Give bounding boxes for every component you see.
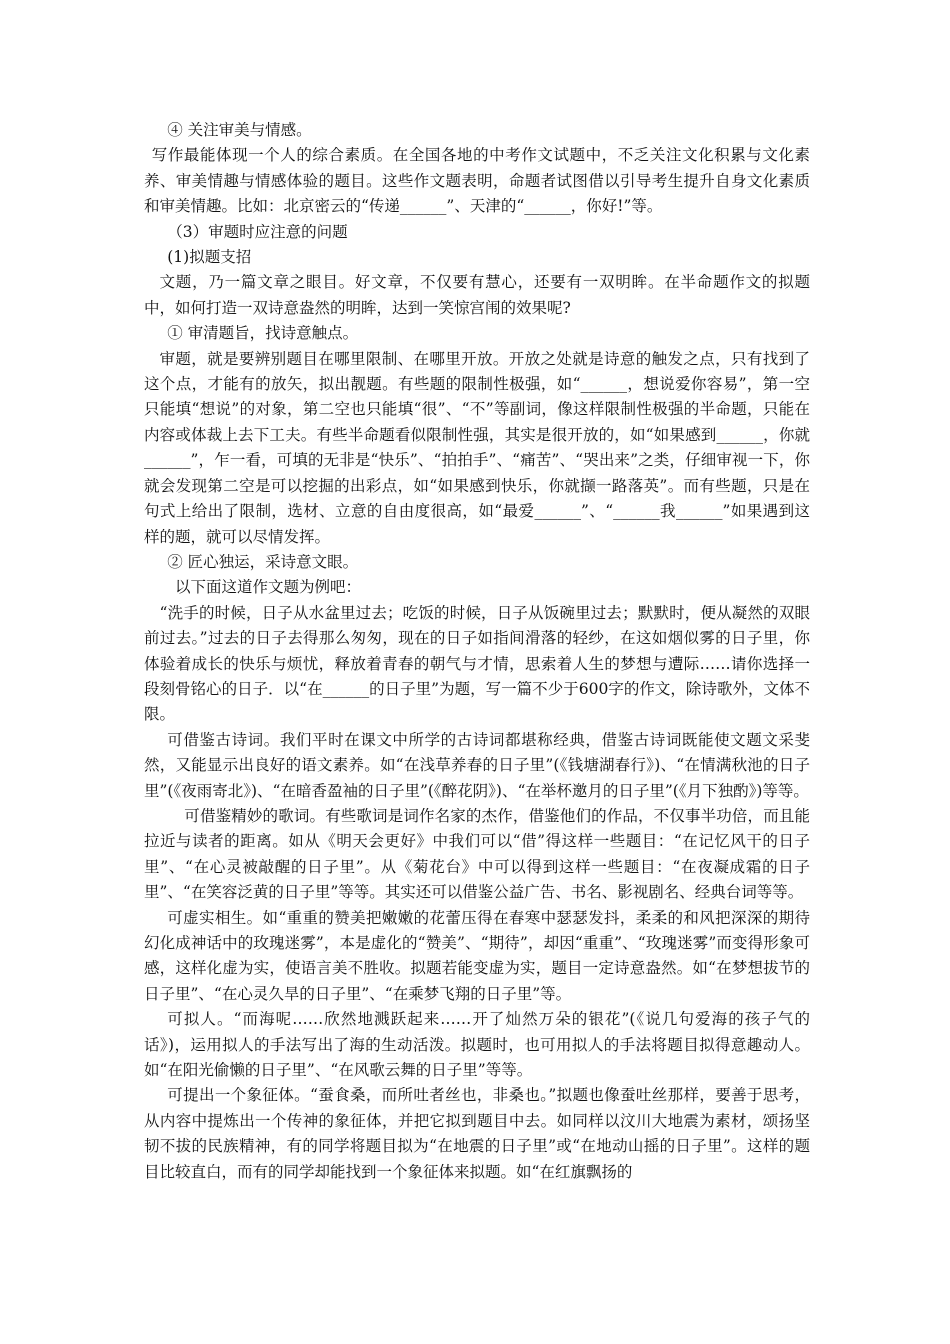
paragraph: 文题，乃一篇文章之眼目。好文章，不仅要有慧心，还要有一双明眸。在半命题作文的拟题中，如何打造一双诗意盎然的明眸，达到一笑惊宫闱的效果呢? xyxy=(144,273,810,317)
paragraph: “洗手的时候，日子从水盆里过去；吃饭的时候，日子从饭碗里过去；默默时，便从凝然的双眼前过去。”过去的日子去得那么匆匆，现在的日子如指间滑落的轻纱，在这如烟似雾的日子里，你体验着成长的快乐与烦忧，释放着青春的朝气与才情，思索着人生的梦想与遭际……请你选择一段刻骨铭心的日子．以“在______的日子里”为题，写一篇不少于600字的作文，除诗歌外，文体不限。 xyxy=(144,603,810,724)
subsection-heading: (1)拟题支招 xyxy=(167,248,252,267)
paragraph: 可借鉴古诗词。我们平时在课文中所学的古诗词都堪称经典，借鉴古诗词既能使文题文采斐然，又能显示出良好的语文素养。如“在浅草养春的日子里”(《钱塘湖春行》)、“在情满秋池的日子里”(《夜雨寄北》)、“在暗香盈袖的日子里”(《醉花阴》)、“在举杯邀月的日子里”(《月下独酌》)等等。 xyxy=(144,730,810,800)
paragraph: ④ 关注审美与情感。 xyxy=(167,121,312,139)
section-heading: （3）审题时应注意的问题 xyxy=(167,222,348,241)
paragraph: 可借鉴精妙的歌词。有些歌词是词作名家的杰作，借鉴他们的作品，不仅事半功倍，而且能拉近与读者的距离。如从《明天会更好》中我们可以“借”得这样一些题目：“在记忆风干的日子里”、“在心灵被敲醒的日子里”。从《菊花台》中可以得到这样一些题目：“在夜凝成霜的日子里”、“在笑容泛黄的日子里”等等。其实还可以借鉴公益广告、书名、影视剧名、经典台词等等。 xyxy=(144,806,810,902)
paragraph: ① 审清题旨，找诗意触点。 xyxy=(167,324,359,343)
paragraph: 可拟人。“而海呢……欣然地溅跃起来……开了灿然万朵的银花”(《说几句爱海的孩子气的话》)，运用拟人的手法写出了海的生动活泼。拟题时，也可用拟人的手法将题目拟得意趣动人。如“在阳光偷懒的日子里”、“在风歌云舞的日子里”等等。 xyxy=(144,1010,810,1080)
document-page xyxy=(144,118,810,1185)
paragraph: 审题，就是要辨别题目在哪里限制、在哪里开放。开放之处就是诗意的触发之点，只有找到了这个点，才能有的放矢，拟出靓题。有些题的限制性极强，如“______，想说爱你容易”，第一空只能填“想说”的对象，第二空也只能填“很”、“不”等副词，像这样限制性极强的半命题，只能在内容或体裁上去下工夫。有些半命题看似限制性强，其实是很开放的，如“如果感到______，你就______”，乍一看，可填的无非是“快乐”、“拍拍手”、“痛苦”、“哭出来”之类，仔细审视一下，你就会发现第二空是可以挖掘的出彩点，如“如果感到快乐，你就撷一路落英”。而有些题，只是在句式上给出了限制，选材、立意的自由度很高，如“最爱______”、“______我______”如果遇到这样的题，就可以尽情发挥。 xyxy=(144,349,810,546)
paragraph: 以下面这道作文题为例吧： xyxy=(175,578,362,597)
paragraph: 可虚实相生。如“重重的赞美把嫩嫩的花蕾压得在春寒中瑟瑟发抖，柔柔的和风把深深的期待幻化成神话中的玫瑰迷雾”，本是虚化的“赞美”、“期待”，却因“重重”、“玫瑰迷雾”而变得形象可感，这样化虚为实，使语言美不胜收。拟题若能变虚为实，题目一定诗意盎然。如“在梦想拔节的日子里”、“在心灵久旱的日子里”、“在乘梦飞翔的日子里”等。 xyxy=(144,908,810,1003)
paragraph: ② 匠心独运，采诗意文眼。 xyxy=(167,552,359,571)
paragraph: 可提出一个象征体。“蚕食桑，而所吐者丝也，非桑也。”拟题也像蚕吐丝那样，要善于思考，从内容中提炼出一个传神的象征体，并把它拟到题目中去。如同样以汶川大地震为素材，颂扬坚韧不拔的民族精神，有的同学将题目拟为“在地震的日子里”或“在地动山摇的日子里”。这样的题目比较直白，而有的同学却能找到一个象征体来拟题。如“在红旗飘扬的 xyxy=(144,1086,810,1181)
paragraph: 写作最能体现一个人的综合素质。在全国各地的中考作文试题中，不乏关注文化积累与文化素养、审美情趣与情感体验的题目。这些作文题表明，命题者试图借以引导考生提升自身文化素质和审美情趣。比如：北京密云的“传递______”、天津的“______，你好!”等。 xyxy=(144,146,810,216)
